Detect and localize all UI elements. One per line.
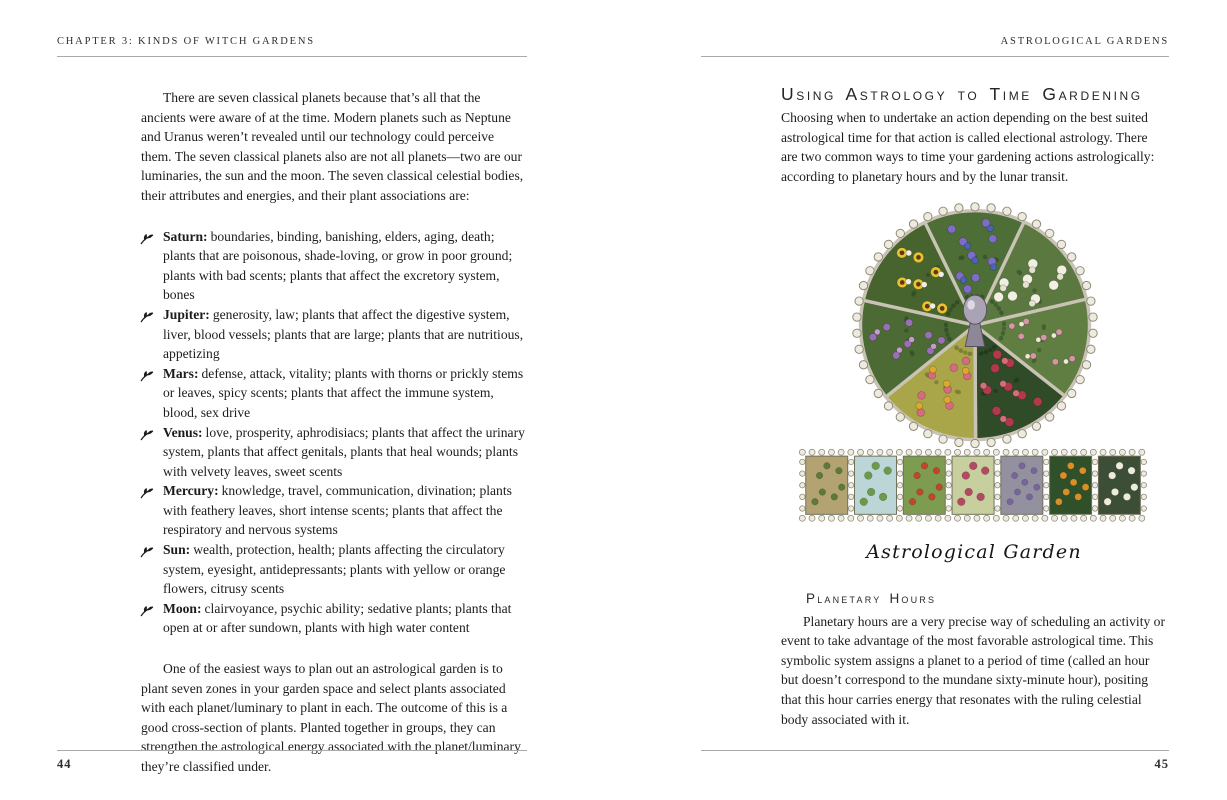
right-page-body (781, 84, 1167, 729)
paragraph-astrology-intro: Choosing when to undertake an action depending on the best suited astrological time for that action is called electional astrology. There are two common ways to time your gardening actions astrologically: according to planetary hours and by the lunar transit. (781, 110, 1155, 184)
paragraph-planets-intro: There are seven classical planets because that’s all that the ancients were aware of at the time. Modern planets such as Neptune and Uranus weren’t revealed until our technology could perceive them. The seven classical planets also are not all planets—two are our luminaries, the sun and the moon. The seven classical celestial bodies, their attributes and energies, and their plant associations are: (141, 90, 524, 203)
leaf-sprig-icon (140, 309, 154, 329)
planet-term: Saturn: (163, 228, 208, 244)
running-head-left (57, 36, 527, 57)
planet-term: Sun: (163, 542, 191, 558)
planet-term: Moon: (163, 600, 202, 616)
leaf-sprig-icon (140, 427, 154, 447)
figure-caption: Astrological Garden (866, 541, 1082, 564)
paragraph-planets-closing: One of the easiest ways to plan out an astrological garden is to plant seven zones in your garden space and select plants associated with each planet/luminary to plant in each. The outcome of this is a good cross-section of plants. Planted together in groups, they can strengthen the astrological energy associated with the planet/luminary they’re classified under. (141, 661, 521, 774)
leaf-sprig-icon (140, 485, 154, 505)
left-page-body (141, 88, 527, 777)
list-item-jupiter (141, 305, 527, 364)
list-item-moon (141, 599, 527, 638)
astrological-garden-figure (781, 196, 1167, 563)
list-item-mars (141, 364, 527, 423)
planet-term: Mars: (163, 365, 199, 381)
leaf-sprig-icon (140, 231, 154, 251)
list-item-sun (141, 540, 527, 599)
planet-desc: love, prosperity, aphrodisiacs; plants that affect the urinary system, plants that affect genitals, plants that heal wounds; plants with velvety leaves, sweet scents (163, 424, 525, 479)
planet-attributes-list (141, 227, 527, 638)
planet-desc: clairvoyance, psychic ability; sedative plants; plants that open at or after sundown, plants with high water content (163, 600, 512, 636)
leaf-sprig-icon (140, 368, 154, 388)
running-head-right (701, 36, 1169, 57)
page-footer-right (701, 750, 1169, 772)
planet-term: Mercury: (163, 483, 219, 499)
astrological-garden-illustration (781, 196, 1169, 531)
planet-desc: defense, attack, vitality; plants with thorns or prickly stems or leaves, spicy scents; plants that affect the immune system, blood, sex drive (163, 365, 524, 420)
list-item-mercury (141, 481, 527, 540)
planet-term: Venus: (163, 424, 203, 440)
chapter-title: CHAPTER 3: KINDS OF WITCH GARDENS (57, 36, 315, 47)
planet-term: Jupiter: (163, 306, 210, 322)
list-item-venus (141, 423, 527, 482)
leaf-sprig-icon (140, 603, 154, 623)
planet-desc: wealth, protection, health; plants affecting the circulatory system, eyesight, antidepressants; plants with yellow or orange flowers, citrusy scents (163, 542, 506, 597)
planet-desc: boundaries, binding, banishing, elders, aging, death; plants that are poisonous, shade-loving, or grow in poor ground; plants with bad scents; plants that affect the excretory system, bones (163, 228, 513, 303)
paragraph-planetary-hours: Planetary hours are a very precise way of scheduling an activity or event to take advantage of the most favorable astrological time. This symbolic system assigns a planet to a period of time (called an hour but doesn’t correspond to the mundane sixty-minute hour), positing that this hour carries energy that resonates with the ruling celestial body associated with it. (781, 613, 1165, 727)
section-title: ASTROLOGICAL GARDENS (1000, 36, 1169, 47)
page-footer-left (57, 750, 527, 772)
section-heading: Using Astrology to Time Gardening (781, 84, 1143, 104)
page-number-left: 44 (57, 757, 72, 771)
leaf-sprig-icon (140, 544, 154, 564)
planet-desc: generosity, law; plants that affect the digestive system, liver, blood vessels; plants that are large; plants that are nutritious, appetizing (163, 306, 524, 362)
subsection-heading-planetary-hours: Planetary Hours (806, 590, 937, 606)
list-item-saturn (141, 227, 527, 305)
planet-desc: knowledge, travel, communication, divination; plants with feathery leaves, short intense scents; plants that affect the respiratory and nervous systems (163, 483, 512, 538)
page-number-right: 45 (1154, 757, 1169, 771)
